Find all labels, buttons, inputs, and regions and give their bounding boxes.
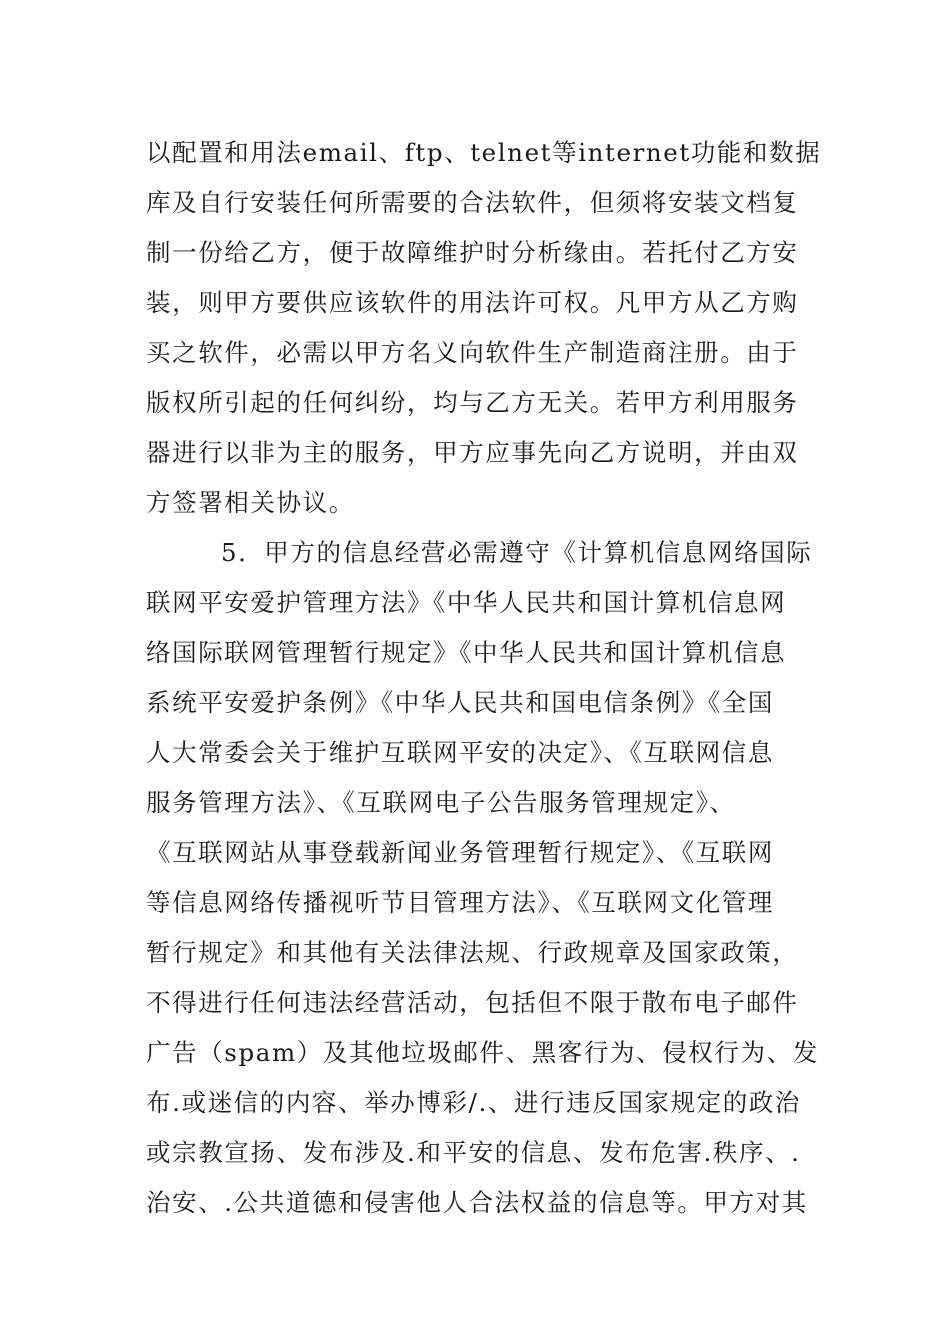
text-line: 服务管理方法》、《互联网电子公告服务管理规定》、 xyxy=(146,788,736,817)
text-line: 广告（spam）及其他垃圾邮件、黑客行为、侵权行为、发 xyxy=(146,1038,819,1067)
text-line: 暂行规定》和其他有关法律法规、行政规章及国家政策， xyxy=(146,938,799,967)
text-line: 人大常委会关于维护互联网平安的决定》、《互联网信息 xyxy=(146,738,774,767)
text-line: 版权所引起的任何纠纷，均与乙方无关。若甲方利用服务 xyxy=(146,388,799,417)
text-line: 库及自行安装任何所需要的合法软件，但须将安装文档复 xyxy=(146,188,799,217)
text-line: 装，则甲方要供应该软件的用法许可权。凡甲方从乙方购 xyxy=(146,288,799,317)
text-line: 系统平安爱护条例》《中华人民共和国电信条例》《全国 xyxy=(146,688,774,717)
text-line: 治安、.公共道德和侵害他人合法权益的信息等。甲方对其 xyxy=(146,1188,808,1217)
paragraph-start-line: 5．甲方的信息经营必需遵守《计算机信息网络国际 xyxy=(221,538,813,567)
text-line: 或宗教宣扬、发布涉及.和平安的信息、发布危害.秩序、. xyxy=(146,1138,801,1167)
text-line: 布.或迷信的内容、举办博彩/.、进行违反国家规定的政治 xyxy=(146,1088,802,1117)
text-line: 等信息网络传播视听节目管理方法》、《互联网文化管理 xyxy=(146,888,774,917)
text-line: 方签署相关协议。 xyxy=(146,488,355,517)
text-line: 制一份给乙方，便于故障维护时分析缘由。若托付乙方安 xyxy=(146,238,799,267)
text-line: 不得进行任何违法经营活动，包括但不限于散布电子邮件 xyxy=(146,988,799,1017)
text-line: 买之软件，必需以甲方名义向软件生产制造商注册。由于 xyxy=(146,338,799,367)
text-line: 以配置和用法email、ftp、telnet等internet功能和数据 xyxy=(146,138,822,167)
document-body xyxy=(146,131,822,1231)
text-line: 《互联网站从事登载新闻业务管理暂行规定》、《互联网 xyxy=(146,838,774,867)
text-line: 联网平安爱护管理方法》《中华人民共和国计算机信息网 xyxy=(146,588,787,617)
text-line: 器进行以非为主的服务，甲方应事先向乙方说明，并由双 xyxy=(146,438,799,467)
text-line: 络国际联网管理暂行规定》《中华人民共和国计算机信息 xyxy=(146,638,787,667)
